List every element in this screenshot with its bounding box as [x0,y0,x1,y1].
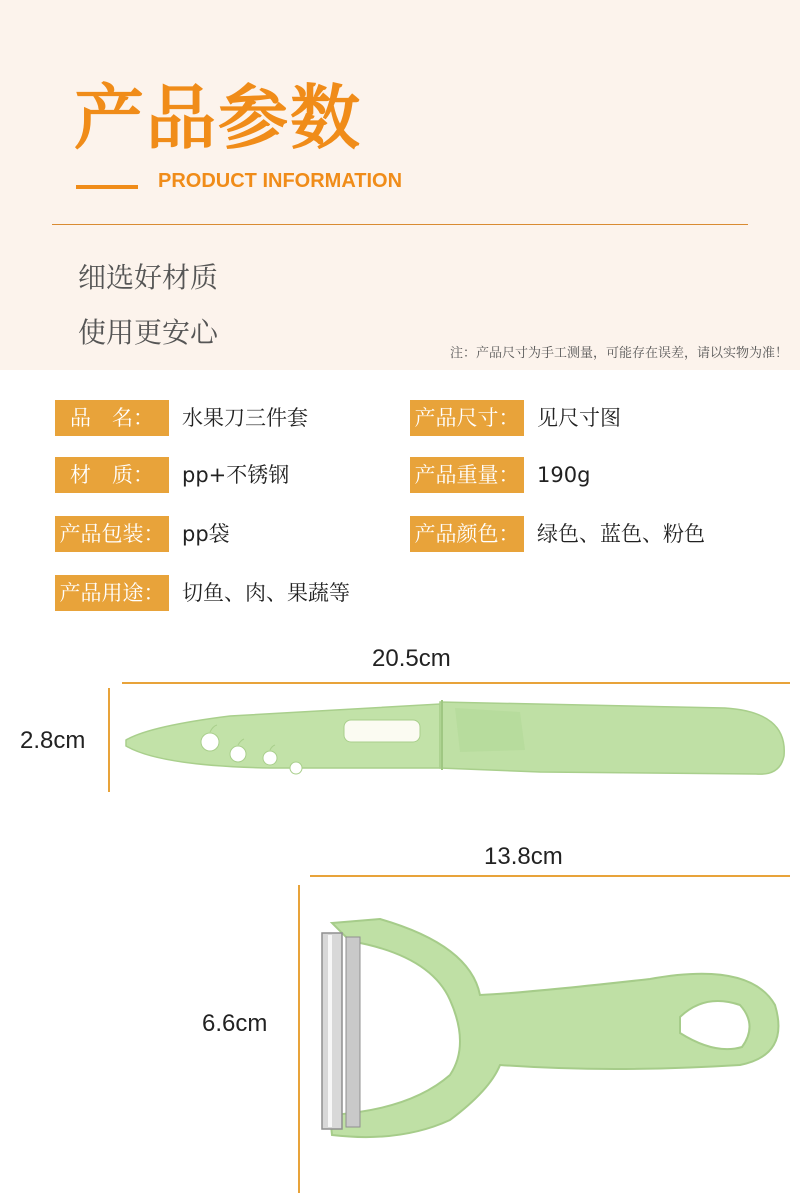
page-subtitle: PRODUCT INFORMATION [158,170,403,192]
knife-length-label: 20.5cm [372,645,451,672]
peeler-length-line [310,875,790,877]
knife-image [120,690,800,790]
knife-width-label: 2.8cm [20,727,86,754]
spec-value-size: 见尺寸图 [537,406,621,430]
slogan-2: 使用更安心 [78,316,219,349]
knife-width-line [108,688,110,792]
header-section [0,0,800,370]
measurement-note: 注：产品尺寸为手工测量，可能存在误差，请以实物为准！ [449,346,788,361]
peeler-width-line [298,885,300,1193]
spec-value-material: pp+不锈钢 [182,463,290,487]
peeler-width-label: 6.6cm [202,1010,268,1037]
peeler-length-label: 13.8cm [484,843,563,870]
spec-label-weight: 产品重量： [410,457,524,493]
spec-label-material: 材 质： [55,457,169,493]
spec-label-color: 产品颜色： [410,516,524,552]
spec-value-packaging: pp袋 [182,522,230,546]
page-title: 产品参数 [74,77,362,159]
spec-label-name: 品 名： [55,400,169,436]
spec-value-usage: 切鱼、肉、果蔬等 [182,581,350,605]
subtitle-accent-line [76,185,138,189]
spec-value-color: 绿色、蓝色、粉色 [537,522,705,546]
peeler-image [310,905,790,1145]
knife-length-line [122,682,790,684]
spec-label-usage: 产品用途： [55,575,169,611]
spec-value-name: 水果刀三件套 [182,406,308,430]
spec-value-weight: 190g [537,463,591,487]
spec-label-size: 产品尺寸： [410,400,524,436]
spec-label-packaging: 产品包装： [55,516,169,552]
header-divider [52,224,748,225]
slogan-1: 细选好材质 [78,261,219,294]
